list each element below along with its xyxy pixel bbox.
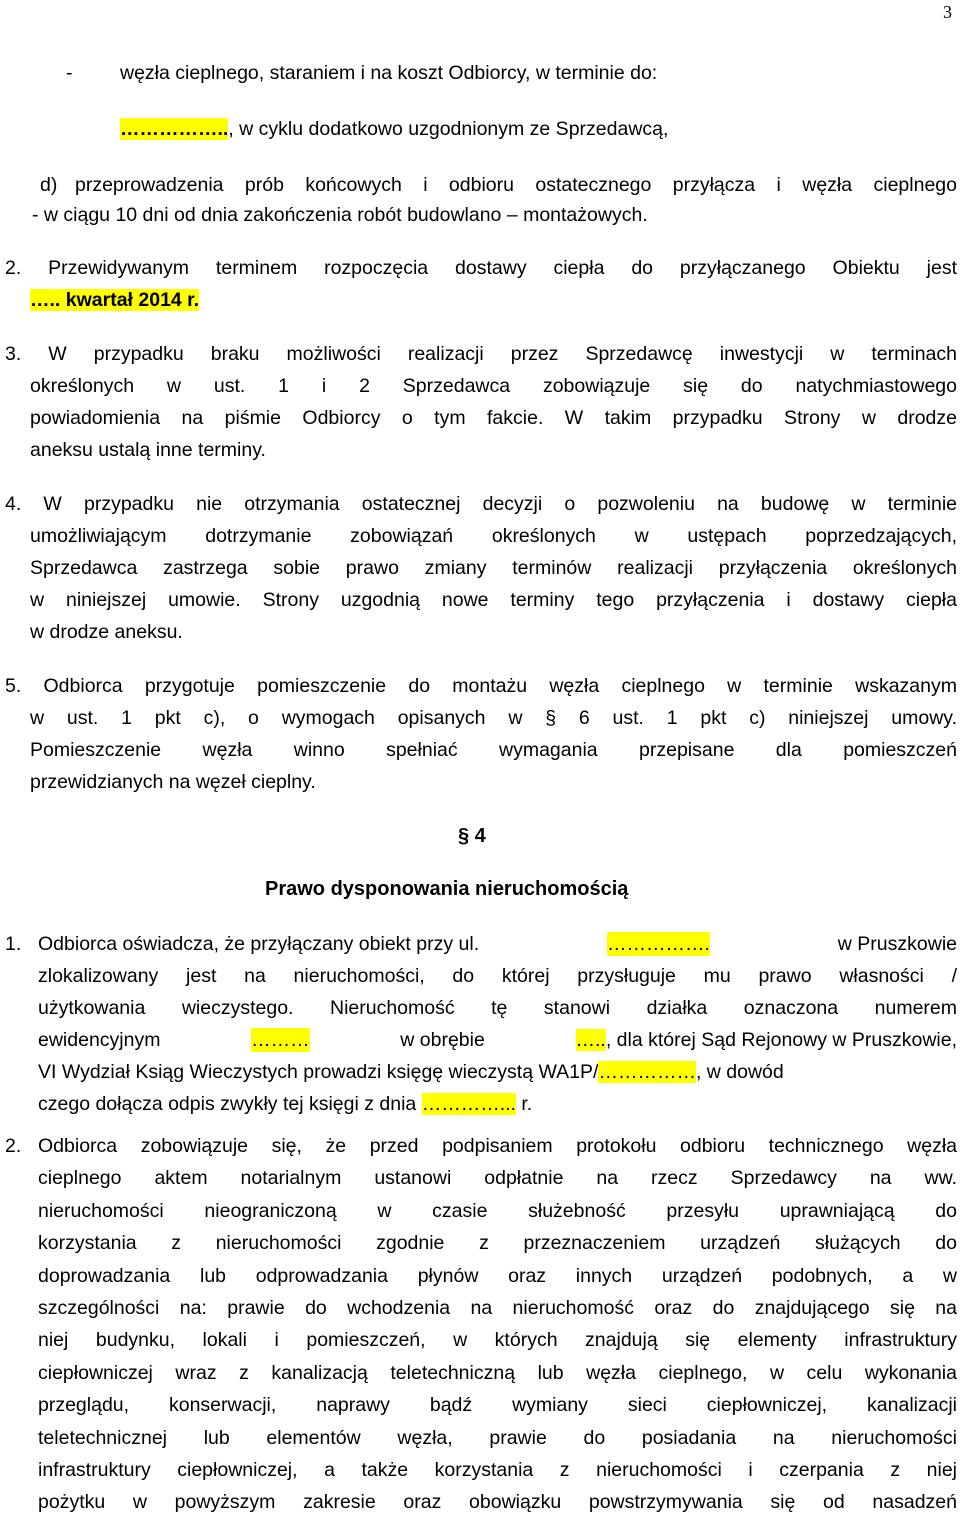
item-d-line1: przeprowadzenia prób końcowych i odbioru ostatecznego przyłącza i węzła cieplnego bbox=[75, 174, 957, 196]
p5-line2: w ust. 1 pkt c), o wymogach opisanych w § 6 ust. 1 pkt c) niniejszej umowy. bbox=[30, 707, 957, 729]
intro-text: węzła cieplnego, staraniem i na koszt Odbiorcy, w terminie do: bbox=[120, 62, 658, 84]
s4p2-line: Odbiorca zobowiązuje się, że przed podpisaniem protokołu odbioru technicznego węzła bbox=[38, 1135, 957, 1157]
s4p2-line: infrastruktury ciepłowniczej, a także korzystania z nieruchomości i czerpania z niej bbox=[38, 1459, 957, 1481]
s4p2-line: pożytku w powyższym zakresie oraz obowiązku powstrzymywania się od nasadzeń bbox=[38, 1491, 957, 1514]
page-number: 3 bbox=[943, 2, 952, 22]
p2-highlight: ….. kwartał 2014 r. bbox=[30, 289, 200, 311]
p4-line5: w drodze aneksu. bbox=[30, 621, 183, 643]
s4p1-l6-end: r. bbox=[521, 1093, 533, 1115]
blank-kw-number: …………… bbox=[598, 1061, 696, 1083]
p4-line2: umożliwiającym dotrzymanie zobowiązań określonych w ustępach poprzedzających, bbox=[30, 525, 957, 547]
p5-line3: Pomieszczenie węzła winno spełniać wymagania przepisane dla pomieszczeń bbox=[30, 739, 957, 761]
p4-line1: 4. W przypadku nie otrzymania ostatecznej decyzji o pozwoleniu na budowę w terminie bbox=[5, 493, 957, 515]
item-d-line2: - w ciągu 10 dni od dnia zakończenia robót budowlano – montażowych. bbox=[32, 204, 648, 226]
blank-precinct: ….. bbox=[575, 1029, 606, 1051]
s4p2-line: cieplnego aktem notarialnym ustanowi odpłatnie na rzecz Sprzedawcy na ww. bbox=[38, 1167, 957, 1190]
s4p1-line3: użytkowania wieczystego. Nieruchomość tę stanowi działka oznaczona numerem bbox=[38, 997, 957, 1019]
s4p1-l6-text: czego dołącza odpis zwykły tej księgi z dnia bbox=[38, 1093, 417, 1115]
s4p2-marker: 2. bbox=[5, 1135, 22, 1157]
section-number: § 4 bbox=[458, 825, 486, 847]
intro-continuation bbox=[120, 117, 668, 141]
s4p2-line: niej budynku, lokali i pomieszczeń, w których znajdują się elementy infrastruktury bbox=[38, 1329, 957, 1352]
item-d-marker: d) bbox=[40, 174, 58, 196]
bullet-dash: - bbox=[66, 62, 73, 84]
p2-line1: 2. Przewidywanym terminem rozpoczęcia dostawy ciepła do przyłączanego Obiektu jest bbox=[5, 257, 957, 279]
p3-line3: powiadomienia na piśmie Odbiorcy o tym fakcie. W takim przypadku Strony w drodze bbox=[30, 407, 957, 429]
blank-street: ……………. bbox=[607, 933, 710, 955]
s4p1-l5-end: , w dowód bbox=[695, 1061, 784, 1083]
s4p2-line: ciepłowniczej wraz z kanalizacją teletechniczną lub węzła cieplnego, w celu wykonania bbox=[38, 1361, 957, 1384]
p4-line3: Sprzedawca zastrzega sobie prawo zmiany terminów realizacji przyłączenia określonych bbox=[30, 557, 957, 579]
p5-line1: 5. Odbiorca przygotuje pomieszczenie do montażu węzła cieplnego w terminie wskazanym bbox=[5, 675, 957, 697]
s4p1-line2: zlokalizowany jest na nieruchomości, do której przysługuje mu prawo własności / bbox=[38, 965, 957, 987]
blank-date: …………….. bbox=[120, 118, 229, 140]
s4p1-line1 bbox=[38, 932, 957, 956]
p4-line4: w niniejszej umowie. Strony uzgodnią nowe terminy tego przyłączenia i dostawy ciepła bbox=[30, 589, 957, 611]
s4p1-line6 bbox=[38, 1092, 532, 1116]
p3-line2: określonych w ust. 1 i 2 Sprzedawca zobowiązuje się do natychmiastowego bbox=[30, 375, 957, 397]
p3-line1: 3. W przypadku braku możliwości realizacji przez Sprzedawcę inwestycji w terminach bbox=[5, 343, 957, 365]
s4p1-marker: 1. bbox=[5, 933, 22, 955]
s4p2-line: doprowadzania lub odprowadzania płynów oraz innych urządzeń podobnych, a w bbox=[38, 1264, 957, 1287]
s4p2-line: przeglądu, konserwacji, naprawy bądź wymiany sieci ciepłowniczej, kanalizacji bbox=[38, 1394, 957, 1417]
section-title: Prawo dysponowania nieruchomością bbox=[265, 878, 629, 900]
s4p1-l4-text: ewidencyjnym bbox=[38, 1029, 161, 1051]
s4p1-l5-text: VI Wydział Ksiąg Wieczystych prowadzi księgę wieczystą WA1P/ bbox=[38, 1061, 599, 1083]
s4p2-line: teletechnicznej lub elementów węzła, prawie do posiadania na nieruchomości bbox=[38, 1426, 957, 1449]
s4p1-l4-court: , dla której Sąd Rejonowy w Pruszkowie, bbox=[605, 1029, 957, 1051]
s4p1-l4-obreb: w obrębie bbox=[400, 1029, 485, 1051]
blank-parcel: ……… bbox=[251, 1029, 310, 1051]
s4p1-l1-city: w Pruszkowie bbox=[837, 933, 957, 955]
s4p2-line: szczególności na: prawie do wchodzenia na nieruchomość oraz do znajdującego się na bbox=[38, 1297, 957, 1319]
p2-line2 bbox=[30, 288, 199, 312]
s4p1-l1-text: Odbiorca oświadcza, że przyłączany obiekt przy ul. bbox=[38, 933, 480, 955]
s4p1-line5 bbox=[38, 1060, 957, 1084]
intro-cont-text: , w cyklu dodatkowo uzgodnionym ze Sprzedawcą, bbox=[228, 118, 669, 140]
s4p2-line: korzystania z nieruchomości zgodnie z przeznaczeniem urządzeń służących do bbox=[38, 1232, 957, 1255]
blank-date-kw: …………... bbox=[421, 1093, 516, 1115]
p5-line4: przewidzianych na węzeł cieplny. bbox=[30, 771, 316, 793]
s4p1-line4 bbox=[38, 1028, 957, 1052]
p3-line4: aneksu ustalą inne terminy. bbox=[30, 439, 266, 461]
s4p2-line: nieruchomości nieograniczoną w czasie służebność przesyłu uprawniającą do bbox=[38, 1199, 957, 1222]
